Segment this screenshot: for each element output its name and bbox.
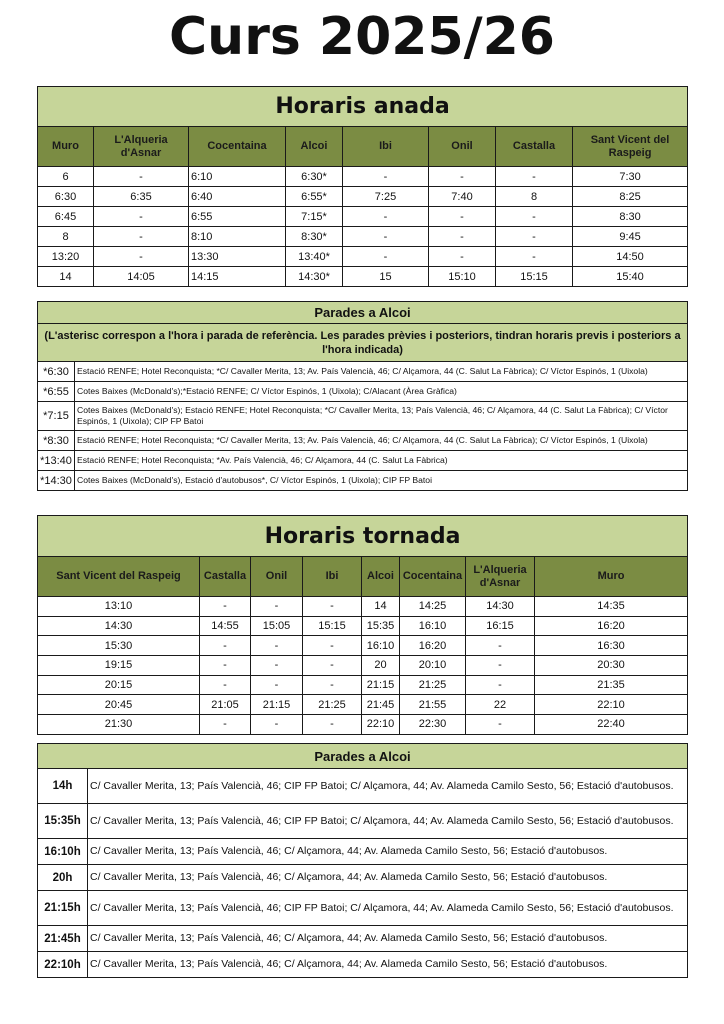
outbound-schedule-title: Horaris anada xyxy=(38,87,688,127)
stops-row xyxy=(38,952,688,978)
table-row xyxy=(38,187,688,207)
time-cell: - xyxy=(251,656,303,676)
time-cell: 14:35 xyxy=(535,597,688,617)
time-cell: 15:15 xyxy=(303,616,362,636)
time-cell: - xyxy=(303,656,362,676)
stop-time: *8:30 xyxy=(38,431,75,451)
column-header: Cocentaina xyxy=(400,557,466,597)
time-cell: 20 xyxy=(362,656,400,676)
time-cell: 15:10 xyxy=(429,267,496,287)
column-header: Castalla xyxy=(496,127,573,167)
stop-time: 15:35h xyxy=(38,804,88,839)
time-cell: 6:45 xyxy=(38,207,94,227)
time-cell: 6:55 xyxy=(189,207,286,227)
time-cell: - xyxy=(429,247,496,267)
time-cell: - xyxy=(466,636,535,656)
stop-list: C/ Cavaller Merita, 13; País Valencià, 46; CIP FP Batoi; C/ Alçamora, 44; Av. Alameda Camilo Sesto, 56; Estació d'autobusos. xyxy=(88,769,688,804)
outbound-stops-table xyxy=(37,301,688,491)
column-header: L'Alqueria d'Asnar xyxy=(94,127,189,167)
time-cell: 20:15 xyxy=(38,675,200,695)
time-cell: - xyxy=(251,715,303,735)
return-schedule-table xyxy=(37,515,688,735)
table-row xyxy=(38,167,688,187)
time-cell: - xyxy=(429,167,496,187)
table-row xyxy=(38,227,688,247)
stop-time: *13:40 xyxy=(38,451,75,471)
outbound-schedule-table xyxy=(37,86,688,287)
time-cell: 19:15 xyxy=(38,656,200,676)
column-header: Castalla xyxy=(200,557,251,597)
column-header: Sant Vicent del Raspeig xyxy=(38,557,200,597)
time-cell: 6:30* xyxy=(286,167,343,187)
time-cell: 22 xyxy=(466,695,535,715)
return-stops-title: Parades a Alcoi xyxy=(38,744,688,769)
stops-row xyxy=(38,451,688,471)
stops-row xyxy=(38,926,688,952)
stop-list: Estació RENFE; Hotel Reconquista; *C/ Cavaller Merita, 13; Av. País Valencià, 46; C/ Alçamora, 44 (C. Salut La Fàbrica); C/ Víctor Espinós, 1 (Uixola) xyxy=(75,362,688,382)
time-cell: 14:05 xyxy=(94,267,189,287)
stops-row xyxy=(38,891,688,926)
time-cell: 21:55 xyxy=(400,695,466,715)
stop-time: *6:55 xyxy=(38,382,75,402)
time-cell: - xyxy=(251,636,303,656)
stops-row xyxy=(38,769,688,804)
time-cell: - xyxy=(200,675,251,695)
outbound-stops-title: Parades a Alcoi xyxy=(38,302,688,324)
time-cell: - xyxy=(200,715,251,735)
column-header: Alcoi xyxy=(362,557,400,597)
time-cell: 21:05 xyxy=(200,695,251,715)
time-cell: 7:25 xyxy=(343,187,429,207)
time-cell: 6:55* xyxy=(286,187,343,207)
time-cell: 15:05 xyxy=(251,616,303,636)
time-cell: 14:30 xyxy=(466,597,535,617)
time-cell: - xyxy=(303,597,362,617)
time-cell: 14:15 xyxy=(189,267,286,287)
time-cell: 21:15 xyxy=(251,695,303,715)
stop-time: 14h xyxy=(38,769,88,804)
time-cell: - xyxy=(251,597,303,617)
time-cell: 6:35 xyxy=(94,187,189,207)
time-cell: 8 xyxy=(38,227,94,247)
time-cell: 16:10 xyxy=(362,636,400,656)
table-row xyxy=(38,597,688,617)
time-cell: 20:30 xyxy=(535,656,688,676)
time-cell: - xyxy=(343,247,429,267)
time-cell: - xyxy=(200,636,251,656)
time-cell: 8:30 xyxy=(573,207,688,227)
time-cell: 21:35 xyxy=(535,675,688,695)
stops-row xyxy=(38,804,688,839)
time-cell: - xyxy=(496,227,573,247)
time-cell: - xyxy=(466,715,535,735)
column-header: L'Alqueria d'Asnar xyxy=(466,557,535,597)
time-cell: - xyxy=(496,207,573,227)
column-header: Ibi xyxy=(303,557,362,597)
column-header: Muro xyxy=(38,127,94,167)
time-cell: 21:45 xyxy=(362,695,400,715)
time-cell: - xyxy=(200,597,251,617)
time-cell: - xyxy=(496,167,573,187)
time-cell: 15:15 xyxy=(496,267,573,287)
table-row xyxy=(38,675,688,695)
column-header: Ibi xyxy=(343,127,429,167)
stop-list: C/ Cavaller Merita, 13; País Valencià, 46; C/ Alçamora, 44; Av. Alameda Camilo Sesto, 56; Estació d'autobusos. xyxy=(88,952,688,978)
time-cell: 14 xyxy=(38,267,94,287)
time-cell: - xyxy=(496,247,573,267)
time-cell: - xyxy=(303,715,362,735)
stop-list: C/ Cavaller Merita, 13; País Valencià, 46; C/ Alçamora, 44; Av. Alameda Camilo Sesto, 56; Estació d'autobusos. xyxy=(88,926,688,952)
page-title: Curs 2025/26 xyxy=(169,7,555,67)
table-row xyxy=(38,267,688,287)
time-cell: 7:30 xyxy=(573,167,688,187)
time-cell: 6 xyxy=(38,167,94,187)
stop-time: *6:30 xyxy=(38,362,75,382)
stop-time: 16:10h xyxy=(38,839,88,865)
time-cell: 20:10 xyxy=(400,656,466,676)
time-cell: - xyxy=(94,247,189,267)
time-cell: 16:30 xyxy=(535,636,688,656)
time-cell: - xyxy=(429,207,496,227)
time-cell: - xyxy=(429,227,496,247)
time-cell: - xyxy=(343,227,429,247)
stops-row xyxy=(38,382,688,402)
stop-list: Cotes Baixes (McDonald's); Estació RENFE; Hotel Reconquista; *C/ Cavaller Merita, 13; País Valencià, 46; C/ Alçamora, 44 (C. Salut La Fàbrica); C/ Víctor Espinós, 1 (Uixola); CIP FP Batoi xyxy=(75,402,688,431)
stop-time: 20h xyxy=(38,865,88,891)
time-cell: - xyxy=(94,227,189,247)
time-cell: 15 xyxy=(343,267,429,287)
return-schedule-title: Horaris tornada xyxy=(38,516,688,557)
time-cell: 16:15 xyxy=(466,616,535,636)
time-cell: - xyxy=(466,656,535,676)
stops-row xyxy=(38,431,688,451)
time-cell: 15:30 xyxy=(38,636,200,656)
column-header: Onil xyxy=(251,557,303,597)
time-cell: 22:10 xyxy=(535,695,688,715)
table-row xyxy=(38,207,688,227)
time-cell: - xyxy=(343,167,429,187)
time-cell: 13:20 xyxy=(38,247,94,267)
stop-time: 21:45h xyxy=(38,926,88,952)
time-cell: - xyxy=(466,675,535,695)
time-cell: 14:25 xyxy=(400,597,466,617)
stop-list: Estació RENFE; Hotel Reconquista; *C/ Cavaller Merita, 13; Av. País Valencià, 46; C/ Alçamora, 44 (C. Salut La Fàbrica); C/ Víctor Espinós, 1 (Uixola) xyxy=(75,431,688,451)
time-cell: 22:10 xyxy=(362,715,400,735)
column-header: Muro xyxy=(535,557,688,597)
stop-time: *7:15 xyxy=(38,402,75,431)
time-cell: - xyxy=(94,207,189,227)
stops-row xyxy=(38,402,688,431)
time-cell: - xyxy=(343,207,429,227)
column-header: Alcoi xyxy=(286,127,343,167)
time-cell: 14:55 xyxy=(200,616,251,636)
table-row xyxy=(38,616,688,636)
stop-list: Cotes Baixes (McDonald's);*Estació RENFE; C/ Víctor Espinós, 1 (Uixola); C/Alacant (Àrea Gràfica) xyxy=(75,382,688,402)
stop-list: Cotes Baixes (McDonald's), Estació d'autobusos*, C/ Víctor Espinós, 1 (Uixola); CIP FP Batoi xyxy=(75,471,688,491)
time-cell: 8:10 xyxy=(189,227,286,247)
stop-list: C/ Cavaller Merita, 13; País Valencià, 46; CIP FP Batoi; C/ Alçamora, 44; Av. Alameda Camilo Sesto, 56; Estació d'autobusos. xyxy=(88,891,688,926)
time-cell: 14 xyxy=(362,597,400,617)
time-cell: 21:30 xyxy=(38,715,200,735)
time-cell: 21:15 xyxy=(362,675,400,695)
time-cell: 22:40 xyxy=(535,715,688,735)
return-stops-table xyxy=(37,743,688,978)
time-cell: 16:20 xyxy=(400,636,466,656)
time-cell: 20:45 xyxy=(38,695,200,715)
stops-row xyxy=(38,362,688,382)
stops-row xyxy=(38,471,688,491)
time-cell: 6:40 xyxy=(189,187,286,207)
stops-row xyxy=(38,865,688,891)
time-cell: 8:25 xyxy=(573,187,688,207)
asterisk-note: (L'asterisc correspon a l'hora i parada de referència. Les parades prèvies i posteriors, tindran horaris previs i posteriors a l'hora indicada) xyxy=(38,324,688,362)
time-cell: 22:30 xyxy=(400,715,466,735)
table-row xyxy=(38,636,688,656)
table-row xyxy=(38,715,688,735)
time-cell: 13:40* xyxy=(286,247,343,267)
time-cell: 6:30 xyxy=(38,187,94,207)
time-cell: 15:40 xyxy=(573,267,688,287)
time-cell: 6:10 xyxy=(189,167,286,187)
time-cell: 9:45 xyxy=(573,227,688,247)
stops-row xyxy=(38,839,688,865)
time-cell: - xyxy=(251,675,303,695)
time-cell: 21:25 xyxy=(400,675,466,695)
time-cell: 16:20 xyxy=(535,616,688,636)
stop-list: Estació RENFE; Hotel Reconquista; *Av. País Valencià, 46; C/ Alçamora, 44 (C. Salut La Fàbrica) xyxy=(75,451,688,471)
time-cell: 7:40 xyxy=(429,187,496,207)
stop-time: 21:15h xyxy=(38,891,88,926)
column-header: Onil xyxy=(429,127,496,167)
time-cell: 15:35 xyxy=(362,616,400,636)
time-cell: - xyxy=(303,636,362,656)
time-cell: 14:30 xyxy=(38,616,200,636)
stop-list: C/ Cavaller Merita, 13; País Valencià, 46; C/ Alçamora, 44; Av. Alameda Camilo Sesto, 56; Estació d'autobusos. xyxy=(88,865,688,891)
table-row xyxy=(38,247,688,267)
time-cell: 13:10 xyxy=(38,597,200,617)
time-cell: 8 xyxy=(496,187,573,207)
stop-time: 22:10h xyxy=(38,952,88,978)
time-cell: 21:25 xyxy=(303,695,362,715)
table-row xyxy=(38,695,688,715)
time-cell: 14:50 xyxy=(573,247,688,267)
time-cell: 13:30 xyxy=(189,247,286,267)
time-cell: 16:10 xyxy=(400,616,466,636)
table-row xyxy=(38,656,688,676)
time-cell: 7:15* xyxy=(286,207,343,227)
stop-list: C/ Cavaller Merita, 13; País Valencià, 46; C/ Alçamora, 44; Av. Alameda Camilo Sesto, 56; Estació d'autobusos. xyxy=(88,839,688,865)
time-cell: - xyxy=(94,167,189,187)
stop-time: *14:30 xyxy=(38,471,75,491)
time-cell: - xyxy=(303,675,362,695)
time-cell: 14:30* xyxy=(286,267,343,287)
stop-list: C/ Cavaller Merita, 13; País Valencià, 46; CIP FP Batoi; C/ Alçamora, 44; Av. Alameda Camilo Sesto, 56; Estació d'autobusos. xyxy=(88,804,688,839)
time-cell: - xyxy=(200,656,251,676)
column-header: Cocentaina xyxy=(189,127,286,167)
time-cell: 8:30* xyxy=(286,227,343,247)
column-header: Sant Vicent del Raspeig xyxy=(573,127,688,167)
